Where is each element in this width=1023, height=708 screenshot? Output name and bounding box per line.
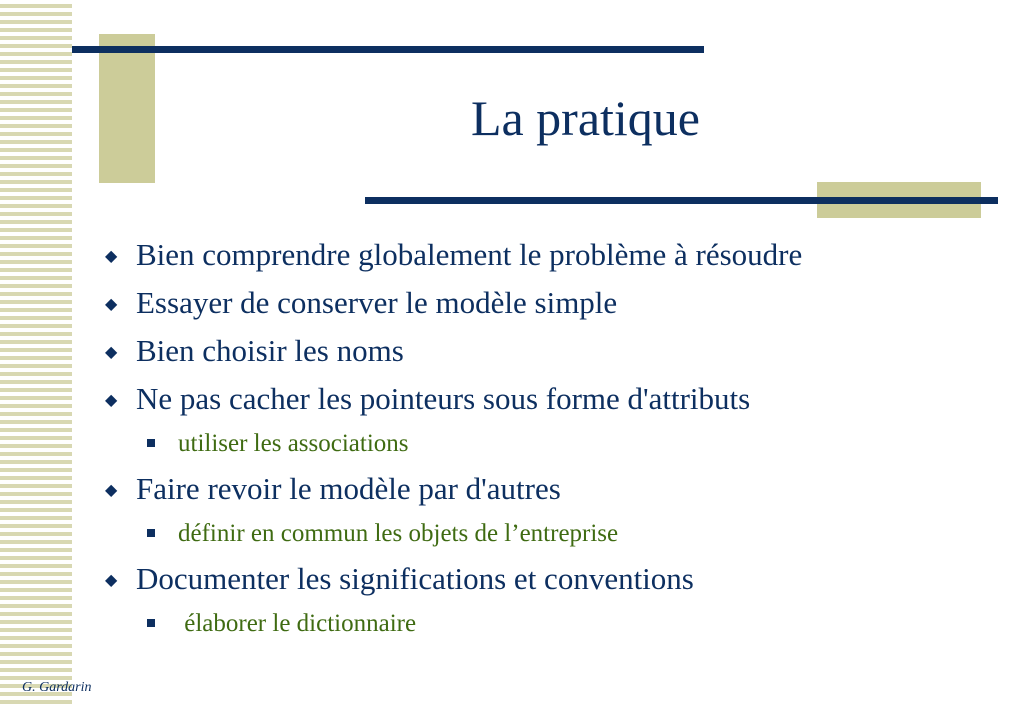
bullet-item [105,279,1005,327]
bullet-item [105,375,1005,423]
sub-bullet-text: utiliser les associations [178,430,409,457]
diamond-bullet-icon: ◆ [105,572,118,589]
diamond-bullet-icon: ◆ [105,344,118,361]
decorative-stripes [0,0,72,708]
square-bullet-icon [147,439,155,447]
bullet-item [105,231,1005,279]
decorative-tan-block-left [99,34,155,183]
bullet-list [105,231,1005,645]
bullet-text: Essayer de conserver le modèle simple [136,285,618,320]
sub-bullet-text: définir en commun les objets de l’entreprise [178,520,619,547]
bullet-item [105,465,1005,513]
decorative-bar-bottom [365,197,998,204]
diamond-bullet-icon: ◆ [105,248,118,265]
sub-bullet-item [105,423,1005,465]
decorative-bar-top [72,46,704,53]
sub-bullet-item [105,603,1005,645]
square-bullet-icon [147,529,155,537]
bullet-item [105,555,1005,603]
diamond-bullet-icon: ◆ [105,482,118,499]
bullet-text: Ne pas cacher les pointeurs sous forme d'attributs [136,381,751,416]
diamond-bullet-icon: ◆ [105,392,118,409]
slide-title: La pratique [470,90,700,146]
bullet-text: Faire revoir le modèle par d'autres [136,471,561,506]
sub-bullet-text: élaborer le dictionnaire [178,610,417,637]
sub-bullet-item [105,513,1005,555]
square-bullet-icon [147,619,155,627]
bullet-text: Bien comprendre globalement le problème à résoudre [136,237,803,272]
bullet-text: Documenter les significations et conventions [136,561,694,596]
bullet-item [105,327,1005,375]
slide-footer-author: G. Gardarin [22,680,92,695]
bullet-text: Bien choisir les noms [136,333,404,368]
diamond-bullet-icon: ◆ [105,296,118,313]
